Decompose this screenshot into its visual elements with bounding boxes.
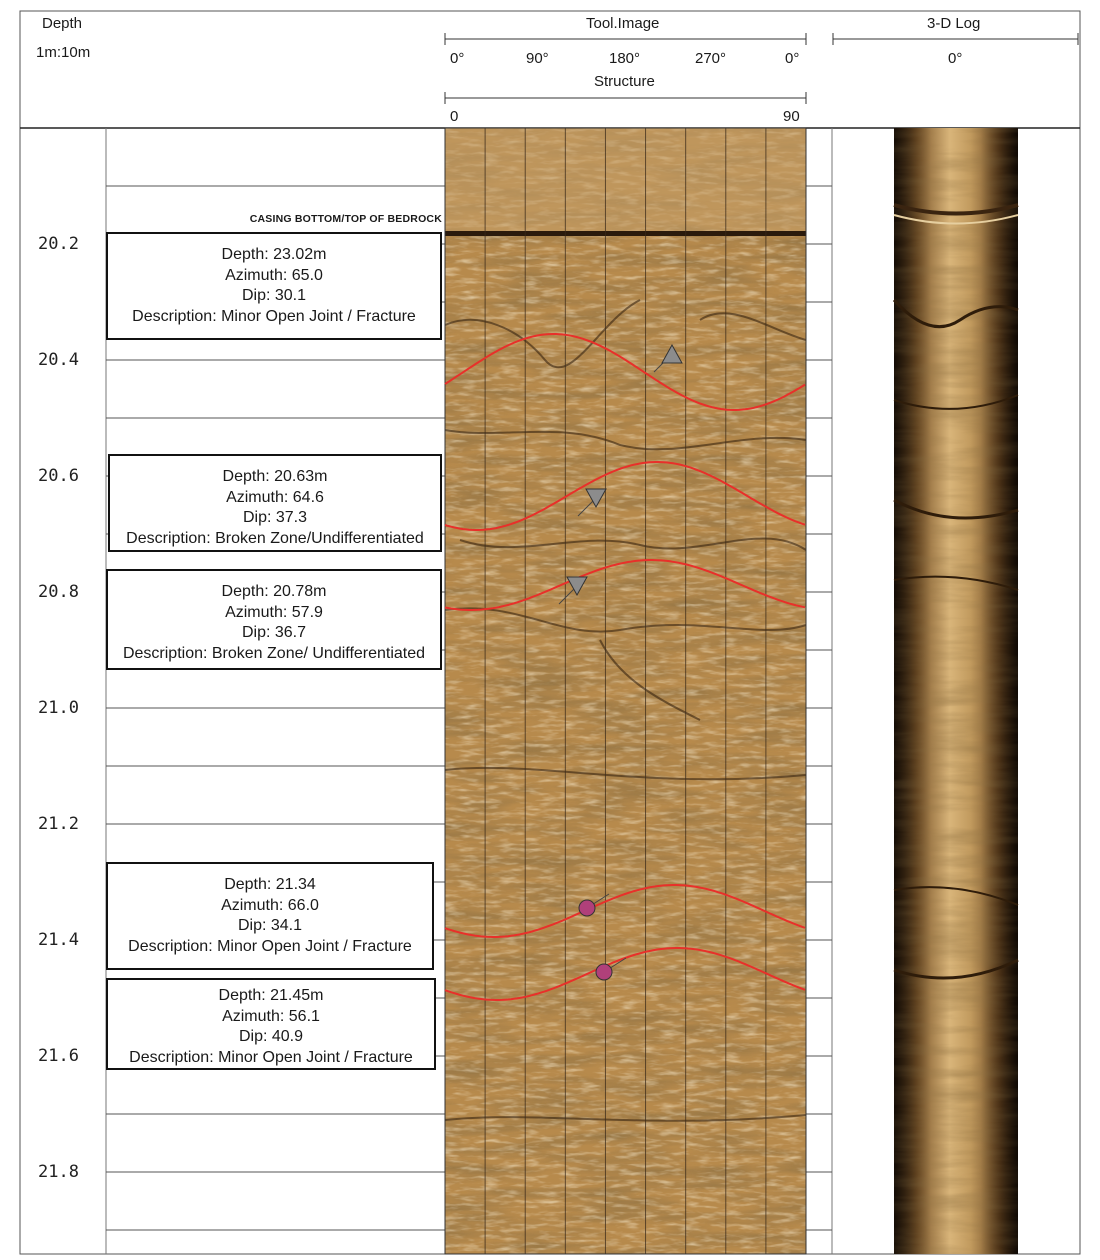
annotation-box (106, 569, 442, 670)
annotation-depth: Depth: 23.02m (221, 246, 327, 263)
annotation-depth: Depth: 21.45m (218, 987, 324, 1004)
annotation-dip: Dip: 40.9 (238, 1028, 304, 1045)
annotation-description: Description: Minor Open Joint / Fracture (128, 937, 412, 955)
depth-label: 21.6 (38, 1046, 79, 1066)
annotation-box (106, 232, 442, 340)
depth-label: 21.2 (38, 814, 79, 834)
tool-image-title: Tool.Image (586, 15, 660, 32)
structure-tick-min: 0 (450, 108, 459, 125)
log3d-tick: 0° (948, 50, 963, 67)
tool-tick-90: 90° (526, 50, 549, 67)
annotation-description: Description: Broken Zone/Undifferentiated (126, 529, 424, 547)
annotation-dip: Dip: 36.7 (241, 624, 307, 641)
annotation-description: Description: Broken Zone/ Undifferentiated (122, 644, 426, 662)
annotation-description: Description: Minor Open Joint / Fracture (132, 307, 416, 325)
depth-label: 20.4 (38, 350, 79, 370)
depth-scale: 1m:10m (36, 44, 91, 61)
structure-tick-max: 90 (783, 108, 800, 125)
annotation-description: Description: Minor Open Joint / Fracture (129, 1048, 413, 1066)
tool-tick-360: 0° (785, 50, 800, 67)
annotation-dip: Dip: 37.3 (242, 509, 308, 526)
annotation-azimuth: Azimuth: 64.6 (226, 488, 324, 506)
annotation-box (106, 978, 436, 1070)
depth-column-title: Depth (42, 15, 83, 32)
annotation-azimuth: Azimuth: 57.9 (225, 603, 323, 621)
depth-label: 20.2 (38, 234, 79, 254)
annotation-azimuth: Azimuth: 65.0 (225, 266, 323, 284)
annotation-depth: Depth: 21.34 (224, 876, 316, 893)
tool-tick-270: 270° (695, 50, 727, 67)
depth-label: 21.0 (38, 698, 79, 718)
tool-tick-180: 180° (609, 50, 641, 67)
annotation-box (108, 454, 442, 552)
depth-label: 21.8 (38, 1162, 79, 1182)
casing-label: CASING BOTTOM/TOP OF BEDROCK (160, 213, 442, 225)
depth-label: 21.4 (38, 930, 79, 950)
structure-title: Structure (594, 73, 655, 90)
tool-tick-0: 0° (450, 50, 465, 67)
annotation-azimuth: Azimuth: 66.0 (221, 896, 319, 914)
annotation-dip: Dip: 34.1 (237, 917, 303, 934)
annotation-depth: Depth: 20.63m (222, 468, 328, 485)
dip-circle-marker (579, 900, 595, 916)
annotation-box (106, 862, 434, 970)
depth-label: 20.8 (38, 582, 79, 602)
annotation-dip: Dip: 30.1 (241, 287, 307, 304)
log3d-title: 3-D Log (927, 15, 981, 32)
tool-image (445, 128, 806, 1254)
annotation-azimuth: Azimuth: 56.1 (222, 1007, 320, 1025)
log3d-cylinder (894, 128, 1018, 1254)
annotation-depth: Depth: 20.78m (221, 583, 327, 600)
depth-label: 20.6 (38, 466, 79, 486)
dip-circle-marker (596, 964, 612, 980)
